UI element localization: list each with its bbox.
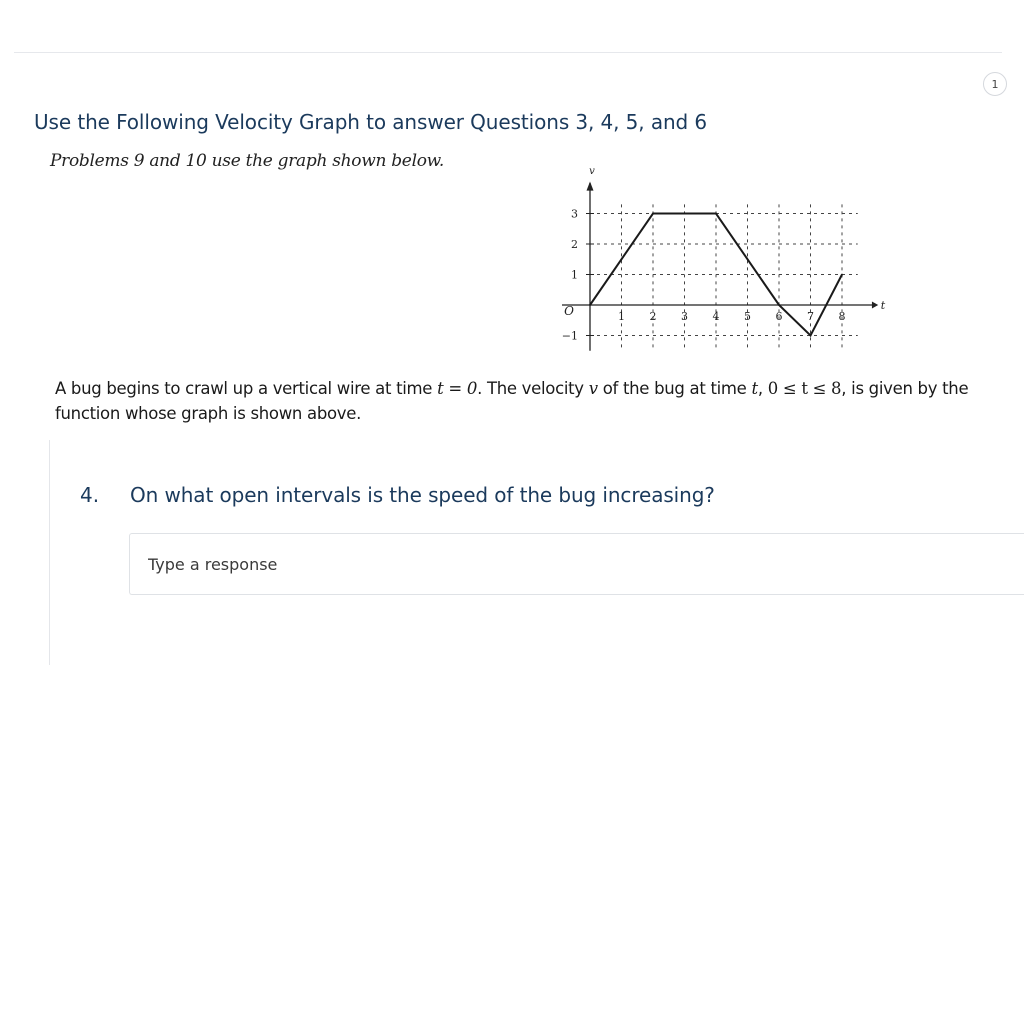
y-axis-label: v	[589, 165, 595, 177]
x-tick-label: 1	[618, 310, 625, 323]
data-point	[652, 213, 654, 215]
data-point	[778, 304, 780, 306]
description-text: , is given by the function whose graph is shown above.	[55, 379, 969, 423]
y-tick-label: 2	[571, 238, 578, 251]
description-math: 0 ≤ t ≤ 8	[767, 379, 842, 398]
page-number-badge: 1	[983, 72, 1007, 96]
origin-label: O	[564, 304, 574, 318]
y-tick-label: −1	[561, 329, 578, 343]
data-point	[841, 274, 843, 276]
problem-description	[55, 376, 995, 426]
y-tick-label: 1	[571, 268, 578, 282]
data-point	[589, 304, 591, 306]
data-point	[810, 335, 812, 337]
x-tick-label: 3	[681, 310, 688, 323]
data-point	[715, 213, 717, 215]
response-input[interactable]	[129, 533, 1024, 595]
description-text: . The velocity	[477, 379, 589, 398]
description-math: t = 0	[437, 379, 478, 398]
question-text: On what open intervals is the speed of the bug increasing?	[130, 483, 715, 507]
question-number: 4.	[80, 483, 100, 507]
question-block	[49, 440, 1024, 665]
problem-caption: Problems 9 and 10 use the graph shown below.	[50, 151, 444, 171]
description-text: A bug begins to crawl up a vertical wire at time	[55, 379, 438, 398]
x-axis-label: t	[880, 299, 886, 312]
graph-axes	[562, 166, 886, 351]
x-axis-arrow	[872, 302, 878, 309]
description-text: of the bug at time	[597, 379, 752, 398]
x-tick-label: 6	[775, 310, 783, 323]
y-tick-label: 3	[571, 207, 578, 221]
y-axis-arrow	[587, 181, 594, 190]
x-tick-label: 5	[744, 310, 751, 323]
x-tick-label: 8	[838, 310, 846, 323]
section-title: Use the Following Velocity Graph to answer Questions 3, 4, 5, and 6	[34, 110, 708, 134]
top-divider	[14, 52, 1002, 53]
x-tick-label: 2	[649, 310, 657, 323]
description-text: ,	[757, 379, 768, 398]
description-math: t	[751, 379, 758, 398]
description-math: v	[588, 379, 598, 398]
x-tick-label: 4	[712, 310, 720, 323]
velocity-graph	[548, 150, 898, 360]
x-tick-label: 7	[807, 310, 814, 323]
